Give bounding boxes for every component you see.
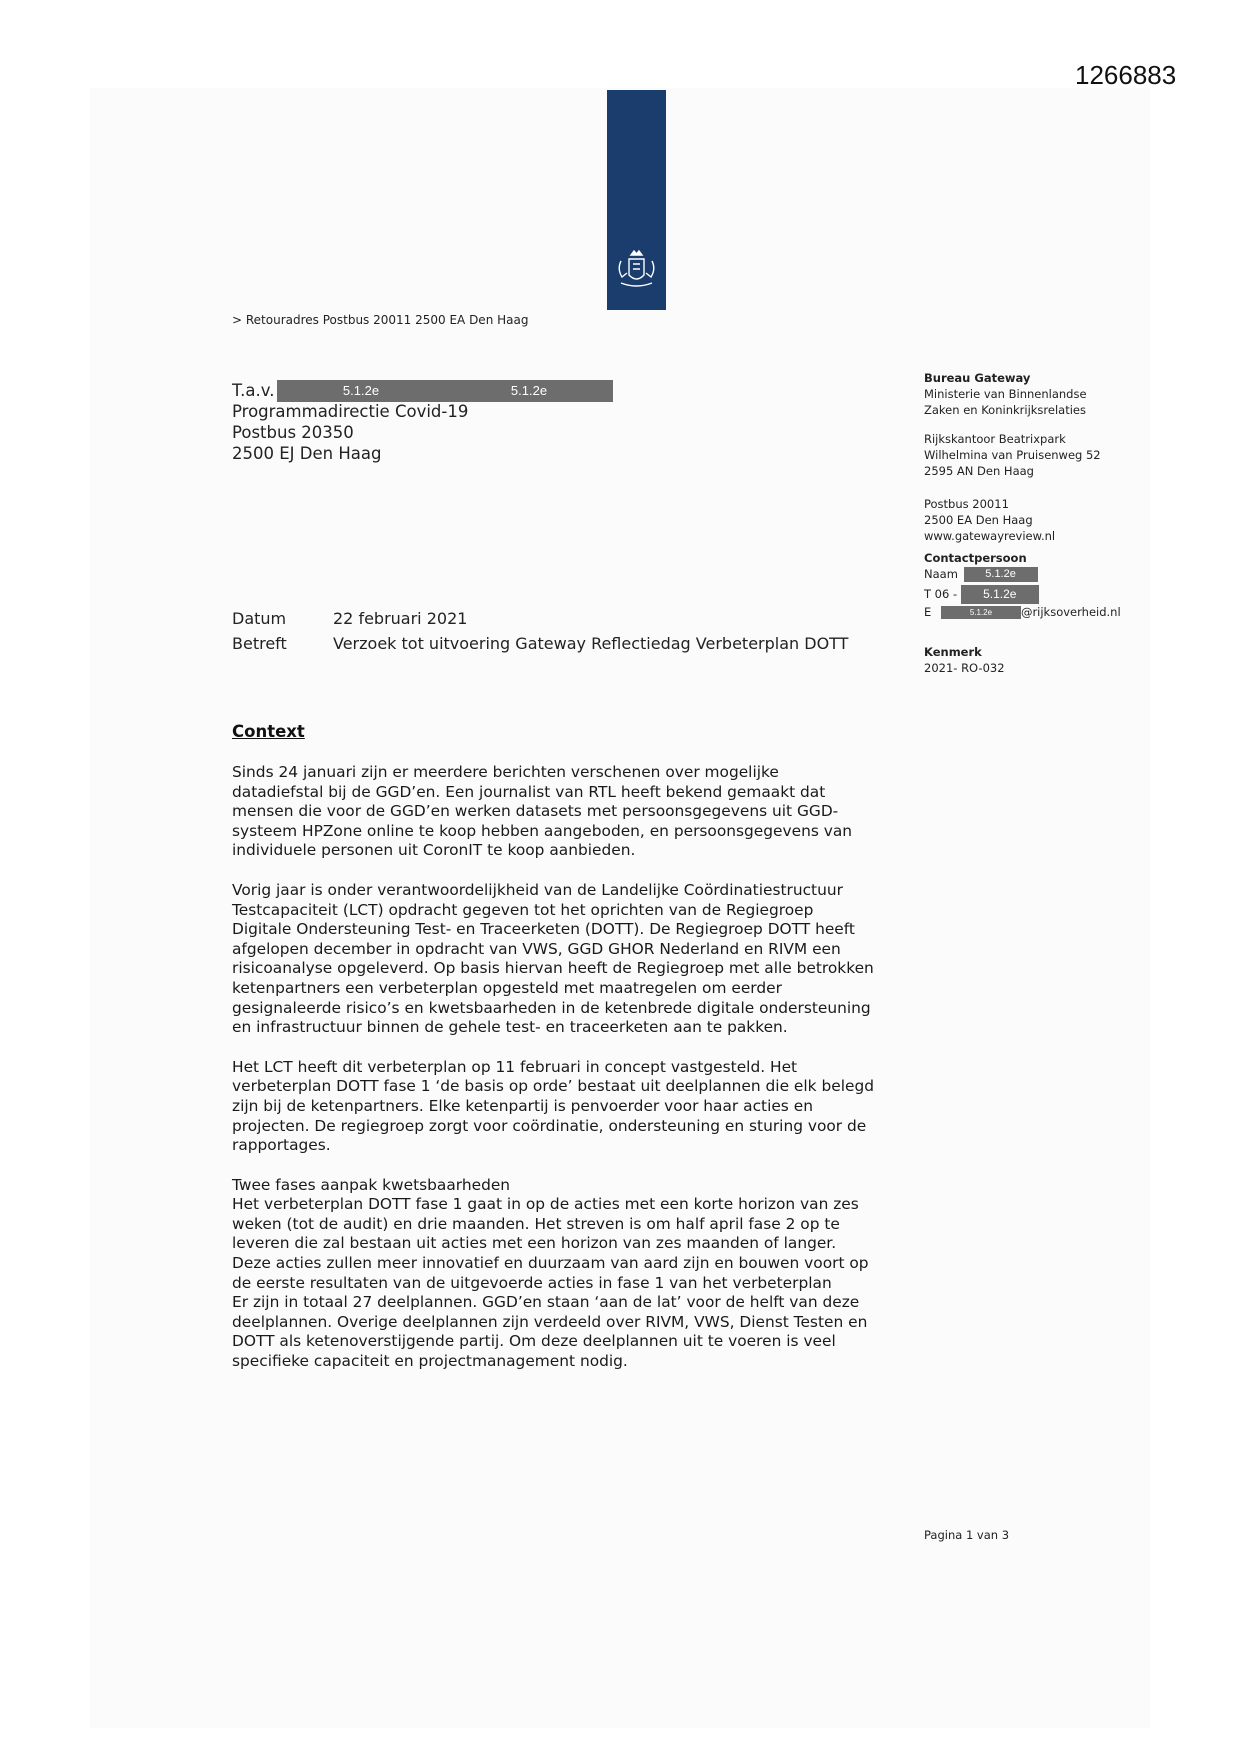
addressee-line: Postbus 20350	[232, 423, 354, 442]
letter-meta	[232, 606, 848, 656]
body-line: weken (tot de audit) en drie maanden. Het streven is om half april fase 2 op te	[232, 1214, 840, 1233]
redaction-box: 5.1.2e	[961, 585, 1039, 604]
subject-value: Verzoek tot uitvoering Gateway Reflectiedag Verbeterplan DOTT	[333, 634, 849, 653]
visit-address-line: 2595 AN Den Haag	[924, 464, 1034, 478]
document-number: 1266883	[1075, 60, 1177, 90]
section-heading: Context	[232, 722, 305, 741]
letter-body	[232, 763, 912, 1392]
redaction-box: 5.1.2e	[964, 567, 1038, 582]
postal-address-line: 2500 EA Den Haag	[924, 513, 1033, 527]
reference-heading: Kenmerk	[924, 645, 982, 659]
body-line: verbeterplan DOTT fase 1 ‘de basis op orde’ bestaat uit deelplannen die elk belegd	[232, 1077, 875, 1096]
date-row	[232, 606, 848, 631]
body-line: Twee fases aanpak kwetsbaarheden	[232, 1175, 511, 1194]
redaction-box: 5.1.2e	[445, 380, 613, 402]
org-name: Bureau Gateway	[924, 371, 1031, 385]
contact-phone-row	[924, 585, 1164, 604]
body-line: projecten. De regiegroep zorgt voor coördinatie, ondersteuning en sturing voor de	[232, 1116, 867, 1135]
redaction-box: 5.1.2e	[941, 606, 1021, 619]
contact-name-row	[924, 566, 1164, 585]
body-line: DOTT als ketenoverstijgende partij. Om deze deelplannen uit te voeren is veel	[232, 1332, 836, 1351]
body-line: afgelopen december in opdracht van VWS, GGD GHOR Nederland en RIVM een	[232, 939, 841, 958]
tav-label: T.a.v.	[232, 381, 275, 400]
body-line: en infrastructuur binnen de gehele test- en traceerketen aan te pakken.	[232, 1018, 788, 1037]
body-paragraph	[232, 1176, 912, 1372]
subject-label: Betreft	[232, 634, 287, 653]
email-domain[interactable]: @rijksoverheid.nl	[1020, 605, 1121, 619]
body-line: Testcapaciteit (LCT) opdracht gegeven tot het oprichten van de Regiegroep	[232, 900, 814, 919]
body-line: deelplannen. Overige deelplannen zijn verdeeld over RIVM, VWS, Dienst Testen en	[232, 1312, 868, 1331]
body-line: specifieke capaciteit en projectmanagement nodig.	[232, 1352, 628, 1371]
redaction-box: 5.1.2e	[277, 380, 445, 402]
contact-email-row	[924, 604, 1164, 644]
body-paragraph	[232, 763, 912, 861]
body-line: risicoanalyse opgeleverd. Op basis hiervan heeft de Regiegroep met alle betrokken	[232, 959, 874, 978]
subject-row	[232, 631, 848, 656]
body-line: mensen die voor de GGD’en werken datasets met persoonsgegevens uit GGD-	[232, 802, 839, 821]
body-line: Vorig jaar is onder verantwoordelijkheid van de Landelijke Coördinatiestructuur	[232, 880, 843, 899]
body-paragraph	[232, 881, 912, 1038]
body-line: gesignaleerde risico’s en kwetsbaarheden in de ketenbrede digitale ondersteuning	[232, 998, 871, 1017]
body-line: Sinds 24 januari zijn er meerdere berichten verschenen over mogelijke	[232, 763, 779, 781]
visit-address-line: Wilhelmina van Pruisenweg 52	[924, 448, 1101, 462]
date-label: Datum	[232, 609, 287, 628]
body-line: Het LCT heeft dit verbeterplan op 11 februari in concept vastgesteld. Het	[232, 1057, 798, 1076]
body-paragraph	[232, 1058, 912, 1156]
body-line: systeem HPZone online te koop hebben aangeboden, en persoonsgegevens van	[232, 821, 853, 840]
contact-heading: Contactpersoon	[924, 551, 1027, 565]
page-number: Pagina 1 van 3	[924, 1528, 1010, 1542]
body-line: datadiefstal bij de GGD’en. Een journalist van RTL heeft bekend gemaakt dat	[232, 782, 826, 801]
body-line: leveren die zal bestaan uit acties met een horizon van zes maanden of langer.	[232, 1234, 837, 1253]
visit-address-line: Rijkskantoor Beatrixpark	[924, 432, 1066, 446]
body-line: de eerste resultaten van de uitgevoerde acties in fase 1 van het verbeterplan	[232, 1273, 832, 1292]
website-link[interactable]: www.gatewayreview.nl	[924, 529, 1056, 543]
body-line: Er zijn in totaal 27 deelplannen. GGD’en staan ‘aan de lat’ voor de helft van deze	[232, 1293, 860, 1312]
name-label: Naam	[924, 567, 958, 581]
body-line: individuele personen uit CoronIT te koop aanbieden.	[232, 841, 636, 860]
postal-address-line: Postbus 20011	[924, 497, 1009, 511]
body-line: ketenpartners een verbeterplan opgesteld met maatregelen om eerder	[232, 978, 782, 997]
phone-label: T 06 -	[924, 587, 958, 601]
email-label: E	[924, 605, 932, 619]
sender-sidebar	[924, 370, 1164, 676]
reference-value: 2021- RO-032	[924, 661, 1005, 675]
body-line: Digitale Ondersteuning Test- en Traceerketen (DOTT). De Regiegroep DOTT heeft	[232, 920, 855, 939]
org-line: Zaken en Koninkrijksrelaties	[924, 403, 1086, 417]
body-line: Het verbeterplan DOTT fase 1 gaat in op de acties met een korte horizon van zes	[232, 1195, 859, 1214]
addressee-line: Programmadirectie Covid-19	[232, 402, 469, 421]
body-line: Deze acties zullen meer innovatief en duurzaam van aard zijn en bouwen voort op	[232, 1254, 869, 1273]
addressee-line: 2500 EJ Den Haag	[232, 444, 382, 463]
date-value: 22 februari 2021	[333, 609, 468, 628]
body-line: zijn bij de ketenpartners. Elke ketenpartij is penvoerder voor haar acties en	[232, 1096, 813, 1115]
org-line: Ministerie van Binnenlandse	[924, 387, 1087, 401]
coat-of-arms-icon	[607, 245, 666, 293]
return-address: > Retouradres Postbus 20011 2500 EA Den Haag	[232, 313, 529, 327]
body-line: rapportages.	[232, 1136, 331, 1155]
